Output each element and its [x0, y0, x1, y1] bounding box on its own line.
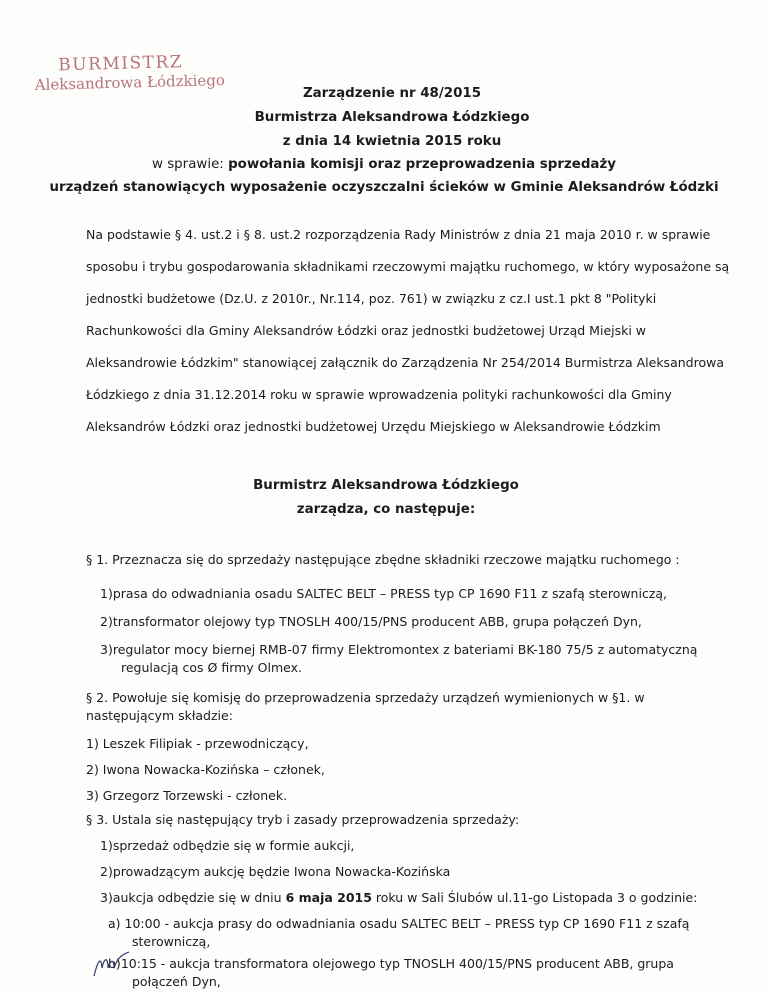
committee-member: 3) Grzegorz Torzewski - członek.	[86, 788, 288, 803]
auction-schedule-continuation: sterowniczą,	[132, 934, 211, 949]
preamble-line: Łódzkiego z dnia 31.12.2014 roku w sprawie wprowadzenia polityki rachunkowości dla Gminy	[86, 387, 672, 402]
item-letter: a)	[108, 916, 121, 931]
item-number: 3)	[100, 890, 113, 905]
document-issuer: Burmistrza Aleksandrowa Łódzkiego	[254, 110, 530, 125]
auction-date: 6 maja 2015	[285, 890, 372, 905]
decree-phrase: zarządza, co następuje:	[296, 502, 476, 517]
section-1-item	[100, 614, 642, 629]
section-1-item	[100, 642, 697, 657]
item-letter: b)	[108, 956, 121, 971]
section-2-intro: § 2. Powołuje się komisję do przeprowadzenia sprzedaży urządzeń wymienionych w §1. w	[86, 690, 645, 705]
committee-member: 1) Leszek Filipiak - przewodniczący,	[86, 736, 309, 751]
preamble-line: Na podstawie § 4. ust.2 i § 8. ust.2 rozporządzenia Rady Ministrów z dnia 21 maja 2010 r. w sprawie	[86, 227, 711, 242]
preamble-line: Aleksandrowie Łódzkim" stanowiącej załącznik do Zarządzenia Nr 254/2014 Burmistrza Aleksandrowa	[86, 355, 724, 370]
item-number: 1)	[100, 586, 113, 601]
section-3-item	[100, 864, 450, 879]
auction-schedule-item	[108, 956, 674, 971]
section-3-intro: § 3. Ustala się następujący tryb i zasady przeprowadzenia sprzedaży:	[86, 812, 520, 827]
preamble-line: Rachunkowości dla Gminy Aleksandrów Łódzki oraz jednostki budżetowej Urząd Miejski w	[86, 323, 647, 338]
section-3-item	[100, 890, 697, 905]
item-number: 2)	[100, 614, 113, 629]
item-text-pre: aukcja odbędzie się w dniu	[112, 890, 286, 905]
item-text: transformator olejowy typ TNOSLH 400/15/PNS producent ABB, grupa połączeń Dyn,	[112, 614, 642, 629]
item-text: 10:15 - aukcja transformatora olejowego typ TNOSLH 400/15/PNS producent ABB, grupa	[120, 956, 674, 971]
subject-line-2: urządzeń stanowiących wyposażenie oczyszczalni ścieków w Gminie Aleksandrów Łódzki	[49, 180, 719, 195]
preamble-line: sposobu i trybu gospodarowania składnikami rzeczowymi majątku ruchomego, w który wyposażone są	[86, 259, 730, 274]
document-date: z dnia 14 kwietnia 2015 roku	[282, 134, 502, 149]
item-text: prowadzącym aukcję będzie Iwona Nowacka-Kozińska	[112, 864, 451, 879]
auction-schedule-item	[108, 916, 689, 931]
item-number: 1)	[100, 838, 113, 853]
preamble-line: jednostki budżetowe (Dz.U. z 2010r., Nr.114, poz. 761) w związku z cz.I ust.1 pkt 8 "Polityki	[86, 291, 657, 306]
item-text: regulator mocy biernej RMB-07 firmy Elektromontex z bateriami BK-180 75/5 z automatyczną	[112, 642, 698, 657]
item-text-post: roku w Sali Ślubów ul.11-go Listopada 3 o godzinie:	[371, 890, 698, 905]
subject-prefix: w sprawie:	[152, 157, 229, 172]
preamble-line: Aleksandrów Łódzki oraz jednostki budżetowej Urzędu Miejskiego w Aleksandrowie Łódzkim	[86, 419, 661, 434]
item-text: sprzedaż odbędzie się w formie aukcji,	[112, 838, 355, 853]
item-text: prasa do odwadniania osadu SALTEC BELT – PRESS typ CP 1690 F11 z szafą sterowniczą,	[112, 586, 668, 601]
handwritten-initials	[92, 950, 132, 978]
section-2-intro-continuation: następującym składzie:	[86, 708, 233, 723]
committee-member: 2) Iwona Nowacka-Kozińska – członek,	[86, 762, 325, 777]
section-1-intro: § 1. Przeznacza się do sprzedaży następujące zbędne składniki rzeczowe majątku ruchomego :	[86, 552, 680, 567]
stamp-line-1: BURMISTRZ	[57, 52, 184, 76]
section-1-item-continuation: regulacją cos Ø firmy Olmex.	[121, 660, 303, 675]
section-1-item	[100, 586, 667, 601]
item-text: 10:00 - aukcja prasy do odwadniania osadu SALTEC BELT – PRESS typ CP 1690 F11 z szafą	[124, 916, 690, 931]
item-number: 2)	[100, 864, 113, 879]
subject-bold: powołania komisji oraz przeprowadzenia sprzedaży	[228, 157, 616, 172]
subject-line-1	[0, 157, 768, 172]
auction-schedule-continuation: połączeń Dyn,	[132, 974, 221, 989]
stamp-line-2: Aleksandrowa Łódzkiego	[34, 71, 226, 94]
decree-issuer: Burmistrz Aleksandrowa Łódzkiego	[253, 478, 519, 493]
section-3-item	[100, 838, 354, 853]
document-title: Zarządzenie nr 48/2015	[302, 86, 482, 101]
item-number: 3)	[100, 642, 113, 657]
